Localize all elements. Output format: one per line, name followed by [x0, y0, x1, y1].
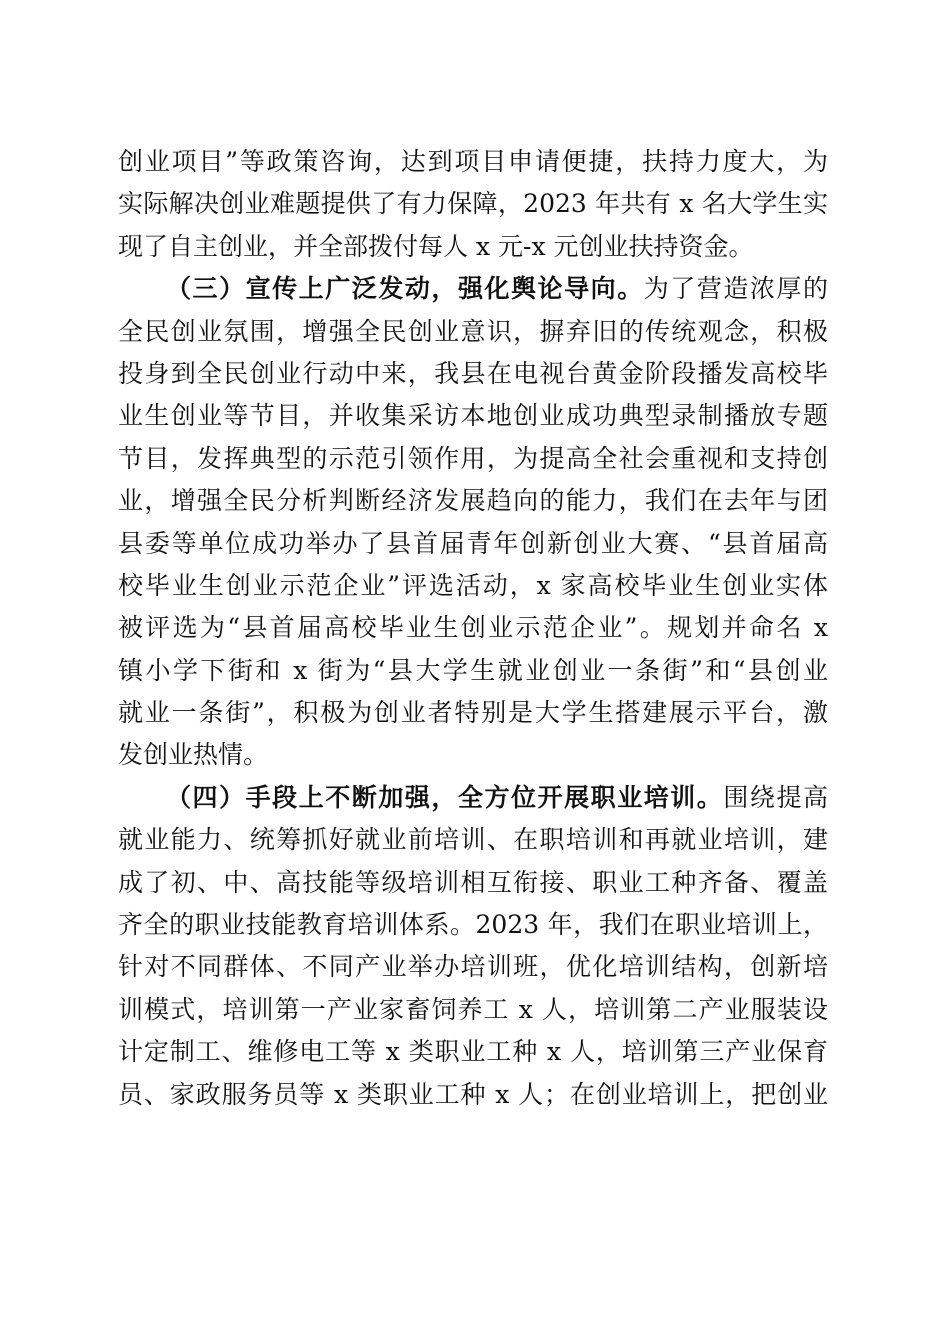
- text-line: 针对不同群体、不同产业举办培训班，优化培训结构，创新培: [118, 952, 828, 982]
- section-heading: （三）宣传上广泛发动，强化舆论导向。: [166, 274, 644, 304]
- text-line: 全民创业氛围，增强全民创业意识，摒弃旧的传统观念，积极: [118, 316, 828, 346]
- text-line: 实际解决创业难题提供了有力保障，2023 年共有 x 名大学生实: [118, 189, 828, 219]
- text-line: 计定制工、维修电工等 x 类职业工种 x 人，培训第三产业保育: [118, 1037, 828, 1067]
- paragraph: [118, 141, 828, 268]
- section-heading: （四）手段上不断加强，全方位开展职业培训。: [166, 782, 724, 812]
- text-line: 发创业热情。: [118, 740, 269, 770]
- text-run: 为了营造浓厚的: [643, 274, 828, 304]
- text-line: 创业项目”等政策咨询，达到项目申请便捷，扶持力度大，为: [118, 147, 828, 176]
- document-body: [118, 141, 828, 1116]
- text-line: 训模式，培训第一产业家畜饲养工 x 人，培训第二产业服装设: [118, 994, 828, 1024]
- text-line: 齐全的职业技能教育培训体系。2023 年，我们在职业培训上，: [118, 910, 828, 940]
- text-line: 县委等单位成功举办了县首届青年创新创业大赛、“县首届高: [118, 528, 828, 558]
- text-line: 就业一条街”，积极为创业者特别是大学生搭建展示平台，激: [118, 698, 828, 728]
- text-line: 员、家政服务员等 x 类职业工种 x 人；在创业培训上，把创业: [118, 1079, 828, 1109]
- paragraph: [118, 268, 828, 777]
- text-line: [118, 268, 828, 310]
- text-line: 镇小学下街和 x 街为“县大学生就业创业一条街”和“县创业: [118, 655, 828, 685]
- text-line: 节目，发挥典型的示范引领作用，为提高全社会重视和支持创: [118, 443, 828, 473]
- text-line: [118, 777, 828, 819]
- paragraph: [118, 777, 828, 1116]
- text-line: 就业能力、统筹抓好就业前培训、在职培训和再就业培训，建: [118, 825, 828, 855]
- text-line: 成了初、中、高技能等级培训相互衔接、职业工种齐备、覆盖: [118, 867, 828, 897]
- text-line: 被评选为“县首届高校毕业生创业示范企业”。规划并命名 x: [118, 613, 828, 643]
- text-run: 围绕提高: [723, 782, 828, 812]
- text-line: 现了自主创业，并全部拨付每人 x 元-x 元创业扶持资金。: [118, 231, 754, 261]
- text-line: 投身到全民创业行动中来，我县在电视台黄金阶段播发高校毕: [118, 358, 828, 388]
- text-line: 校毕业生创业示范企业”评选活动，x 家高校毕业生创业实体: [118, 570, 828, 600]
- text-line: 业生创业等节目，并收集采访本地创业成功典型录制播放专题: [118, 401, 828, 431]
- text-line: 业，增强全民分析判断经济发展趋向的能力，我们在去年与团: [118, 486, 828, 516]
